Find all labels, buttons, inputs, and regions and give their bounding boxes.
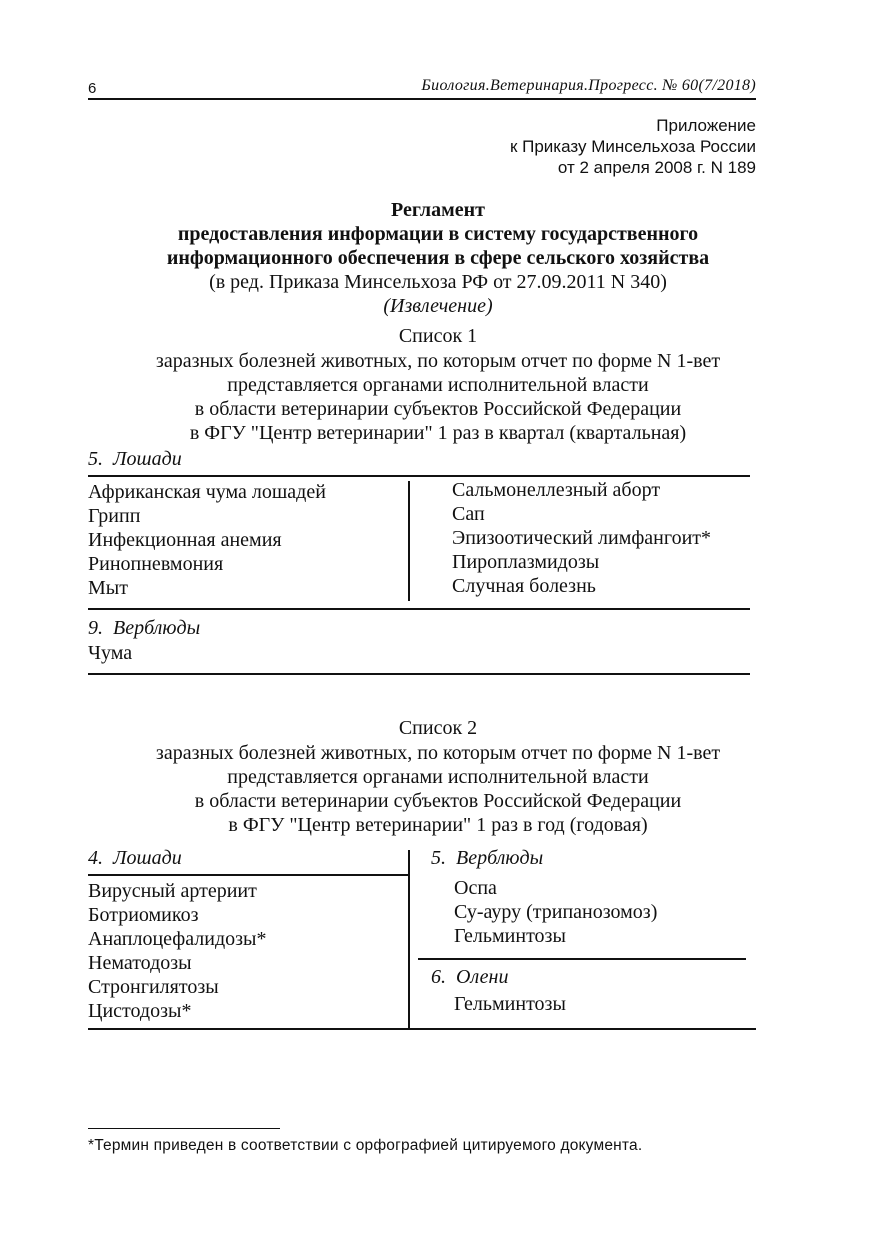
camels-list [454, 876, 657, 948]
list-item: Ринопневмония [88, 553, 224, 575]
list2-description: в области ветеринарии субъектов Российской Федерации [194, 790, 682, 812]
list-item: Гельминтозы [454, 993, 566, 1015]
section-title-horses: 4. Лошади [88, 847, 182, 869]
edition-note: (в ред. Приказа Минсельхоза РФ от 27.09.2011 N 340) [209, 271, 667, 293]
extract-note: (Извлечение) [383, 295, 493, 317]
document-subtitle: информационного обеспечения в сфере сельского хозяйства [166, 247, 710, 269]
list-item: Оспа [454, 877, 497, 899]
section-title-camels: 5. Верблюды [431, 847, 544, 869]
journal-title: Биология.Ветеринария.Прогресс. № 60(7/2018) [421, 77, 756, 94]
list-item: Сальмонеллезный аборт [452, 479, 661, 501]
table-rule [88, 673, 750, 675]
appendix-line: от 2 апреля 2008 г. N 189 [557, 158, 756, 177]
appendix-line: к Приказу Минсельхоза России [509, 137, 756, 156]
list-item: Стронгилятозы [88, 976, 219, 998]
list-item: Грипп [88, 505, 141, 527]
table-rule [418, 958, 746, 960]
header-rule [88, 98, 756, 100]
list-item: Вирусный артериит [88, 880, 257, 902]
table-rule [88, 874, 408, 876]
list-item: Случная болезнь [452, 575, 596, 597]
table-rule [88, 475, 750, 477]
camels-list [88, 641, 132, 665]
list2-description: в ФГУ "Центр ветеринарии" 1 раз в год (годовая) [228, 814, 648, 836]
list2-description: заразных болезней животных, по которым отчет по форме N 1-вет [155, 742, 721, 764]
horses-right-list [452, 478, 711, 598]
horses-left-list [88, 480, 326, 600]
document-title: Регламент [391, 199, 485, 221]
list1-description: в ФГУ "Центр ветеринарии" 1 раз в квартал (квартальная) [189, 422, 687, 444]
list-item: Эпизоотический лимфангоит* [452, 527, 712, 549]
section-title-horses: 5. Лошади [88, 448, 182, 470]
list1-description: представляется органами исполнительной власти [227, 374, 649, 396]
list-item: Инфекционная анемия [88, 529, 282, 551]
list-item: Ботриомикоз [88, 904, 199, 926]
column-divider [408, 481, 410, 601]
list-item: Африканская чума лошадей [88, 481, 326, 503]
footnote-rule [88, 1128, 280, 1129]
horses-list [88, 879, 266, 1023]
footnote: *Термин приведен в соответствии с орфографией цитируемого документа. [88, 1137, 643, 1154]
list-item: Гельминтозы [454, 925, 566, 947]
list1-description: в области ветеринарии субъектов Российской Федерации [194, 398, 682, 420]
list1-heading: Список 1 [398, 325, 478, 347]
list-item: Су-ауру (трипанозомоз) [454, 901, 658, 923]
page-number: 6 [88, 80, 97, 97]
list-item: Цистодозы* [88, 1000, 192, 1022]
table-rule [88, 608, 750, 610]
list-item: Пироплазмидозы [452, 551, 600, 573]
list2-description: представляется органами исполнительной власти [227, 766, 649, 788]
table-rule [88, 1028, 756, 1030]
list-item: Анаплоцефалидозы* [88, 928, 267, 950]
appendix-line: Приложение [656, 116, 756, 135]
list-item: Нематодозы [88, 952, 192, 974]
column-divider [408, 850, 410, 1028]
list2-heading: Список 2 [398, 717, 478, 739]
document-subtitle: предоставления информации в систему государственного [177, 223, 699, 245]
appendix-block [510, 115, 756, 178]
deer-list [454, 992, 566, 1016]
section-title-deer: 6. Олени [431, 966, 509, 988]
list-item: Сап [452, 503, 485, 525]
section-title-camels: 9. Верблюды [88, 617, 201, 639]
list1-description: заразных болезней животных, по которым отчет по форме N 1-вет [155, 350, 721, 372]
list-item: Мыт [88, 577, 128, 599]
list-item: Чума [88, 642, 133, 664]
